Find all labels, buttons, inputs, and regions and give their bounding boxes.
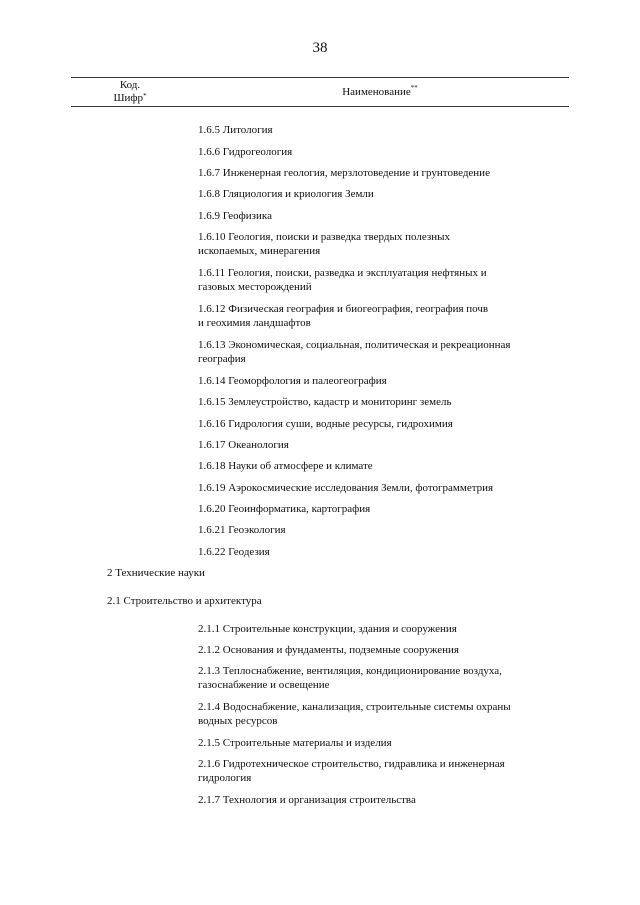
list-item-text: 2.1.4 Водоснабжение, канализация, строительные системы охраны bbox=[198, 701, 511, 713]
list-item bbox=[198, 438, 566, 452]
list-item-text: 2.1.5 Строительные материалы и изделия bbox=[198, 737, 392, 749]
list-item bbox=[198, 700, 566, 728]
list-item-text: 1.6.21 Геоэкология bbox=[198, 524, 286, 536]
list-item bbox=[198, 502, 566, 516]
list-item bbox=[198, 166, 566, 180]
list-item bbox=[198, 643, 566, 657]
list-item-text: 1.6.19 Аэрокосмические исследования Земли, фотограмметрия bbox=[198, 482, 494, 494]
subsection-heading bbox=[107, 594, 567, 608]
list-item-text: 1.6.5 Литология bbox=[198, 124, 273, 136]
column-header-name-label: Наименование bbox=[342, 86, 411, 98]
list-item bbox=[198, 736, 566, 750]
list-item-text: 2.1.2 Основания и фундаменты, подземные сооружения bbox=[198, 644, 459, 656]
list-item bbox=[198, 187, 566, 201]
list-item bbox=[198, 123, 566, 137]
footnote-mark: * bbox=[143, 92, 147, 100]
list-item-text: 2.1.6 Гидротехническое строительство, гидравлика и инженерная bbox=[198, 758, 505, 770]
list-item-text: 1.6.16 Гидрология суши, водные ресурсы, гидрохимия bbox=[198, 418, 453, 430]
list-item bbox=[198, 417, 566, 431]
page-number: 38 bbox=[312, 40, 328, 56]
list-item-text: 1.6.10 Геология, поиски и разведка твердых полезных bbox=[198, 231, 451, 243]
section-heading bbox=[107, 566, 567, 580]
list-item-text: 1.6.9 Геофизика bbox=[198, 210, 272, 222]
list-item-text: 2.1.3 Теплоснабжение, вентиляция, кондиционирование воздуха, bbox=[198, 665, 502, 677]
list-item-text: 1.6.22 Геодезия bbox=[198, 546, 270, 558]
footnote-mark: ** bbox=[410, 84, 418, 92]
list-item-text: 1.6.14 Геоморфология и палеогеография bbox=[198, 375, 387, 387]
list-item-text-continued: газоснабжение и освещение bbox=[198, 679, 330, 691]
list-item-text: 1.6.15 Землеустройство, кадастр и мониторинг земель bbox=[198, 396, 452, 408]
list-item bbox=[198, 395, 566, 409]
list-item bbox=[198, 145, 566, 159]
list-item-text-continued: география bbox=[198, 353, 246, 365]
list-item-text: 1.6.12 Физическая география и биогеография, география почв bbox=[198, 303, 489, 315]
list-item-text-continued: гидрология bbox=[198, 772, 252, 784]
list-item bbox=[198, 209, 566, 223]
list-item bbox=[198, 622, 566, 636]
list-item-text: 1.6.11 Геология, поиски, разведка и эксплуатация нефтяных и bbox=[198, 267, 487, 279]
list-item-text: 2.1.7 Технология и организация строительства bbox=[198, 794, 416, 806]
list-item bbox=[198, 230, 566, 258]
list-item-text-continued: ископаемых, минерагения bbox=[198, 245, 321, 257]
list-item-text-continued: газовых месторождений bbox=[198, 281, 312, 293]
list-item-text-continued: и геохимия ландшафтов bbox=[198, 317, 311, 329]
list-item bbox=[198, 459, 566, 473]
list-item-text: 1.6.17 Океанология bbox=[198, 439, 289, 451]
list-item-text: 1.6.8 Гляциология и криология Земли bbox=[198, 188, 374, 200]
list-item-text-continued: водных ресурсов bbox=[198, 715, 278, 727]
list-item bbox=[198, 793, 566, 807]
list-item-text: 2.1.1 Строительные конструкции, здания и сооружения bbox=[198, 623, 457, 635]
list-item bbox=[198, 266, 566, 294]
column-header-code-line1: Код. bbox=[119, 79, 141, 91]
column-header-code-label: Шифр bbox=[113, 92, 144, 104]
list-item-text: 1.6.18 Науки об атмосфере и климате bbox=[198, 460, 373, 472]
list-item bbox=[198, 545, 566, 559]
list-item bbox=[198, 338, 566, 366]
section-heading-text: 2 Технические науки bbox=[107, 567, 205, 579]
list-item-text: 1.6.20 Геоинформатика, картография bbox=[198, 503, 371, 515]
list-item-text: 1.6.7 Инженерная геология, мерзлотоведение и грунтоведение bbox=[198, 167, 490, 179]
list-item bbox=[198, 523, 566, 537]
subsection-heading-text: 2.1 Строительство и архитектура bbox=[107, 595, 262, 607]
list-item bbox=[198, 757, 566, 785]
list-item bbox=[198, 374, 566, 388]
list-item bbox=[198, 664, 566, 692]
list-item bbox=[198, 302, 566, 330]
list-item bbox=[198, 481, 566, 495]
list-item-text: 1.6.13 Экономическая, социальная, политическая и рекреационная bbox=[198, 339, 511, 351]
list-item-text: 1.6.6 Гидрогеология bbox=[198, 146, 293, 158]
